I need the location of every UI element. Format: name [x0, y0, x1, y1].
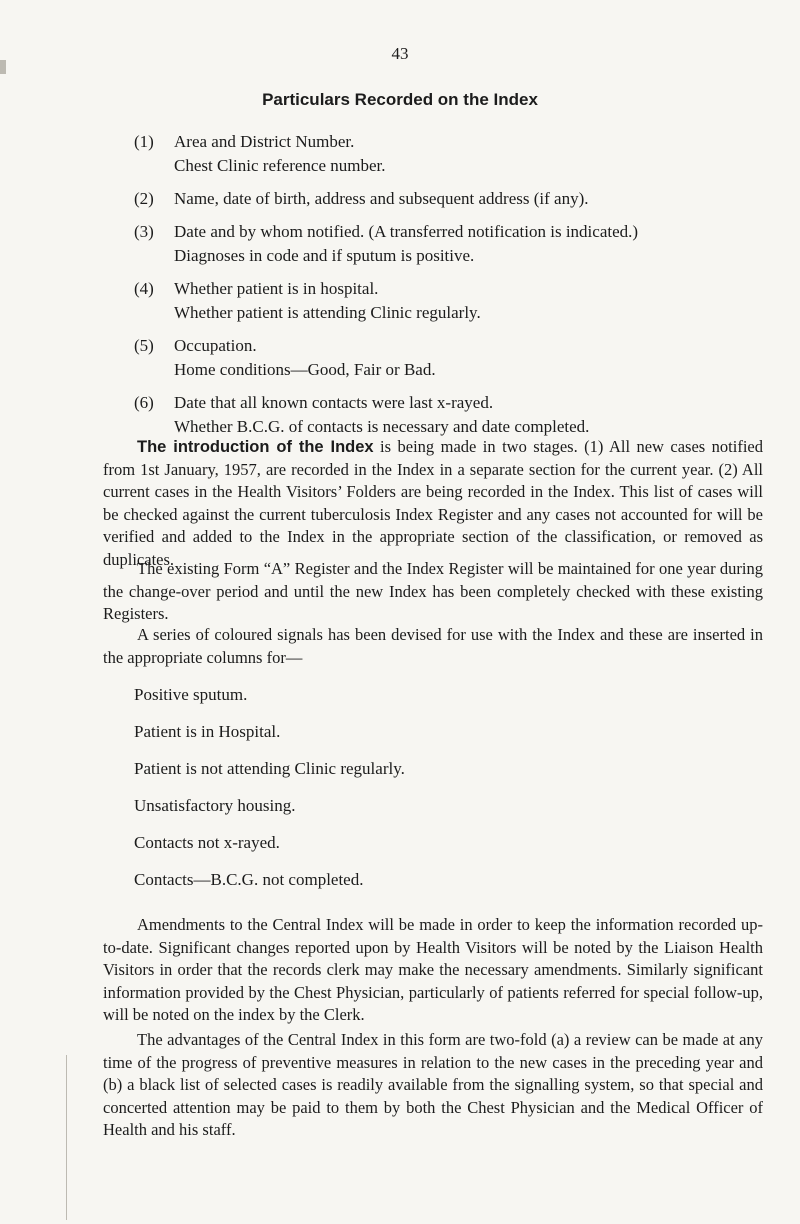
- page-number: 43: [391, 44, 409, 63]
- item-line: Whether patient is attending Clinic regularly.: [174, 303, 481, 322]
- page-heading: Particulars Recorded on the Index: [262, 90, 538, 109]
- list-item: [134, 130, 754, 178]
- signal-item: Unsatisfactory housing.: [134, 796, 296, 815]
- item-line: Whether B.C.G. of contacts is necessary and date completed.: [174, 417, 590, 436]
- introduction-lead: The introduction of the Index: [137, 438, 374, 456]
- list-item: [134, 220, 754, 268]
- signal-item: Positive sputum.: [134, 685, 248, 704]
- particulars-list: [134, 130, 754, 448]
- item-line: Area and District Number.: [174, 132, 355, 151]
- binding-shadow: [0, 60, 6, 74]
- list-item: [134, 334, 754, 382]
- signals-list: [134, 683, 734, 905]
- item-line: Date that all known contacts were last x-rayed.: [174, 393, 494, 412]
- item-number: (6): [134, 393, 154, 412]
- advantages-paragraph: The advantages of the Central Index in this form are two-fold (a) a review can be made at any time of the progress of preventive measures in relation to the new cases in the preceding year and (b) a black list of selected cases is readily available from the signalling system, so that special and concerted attention may be paid to them by both the Chest Physician and the Medical Officer of Health and his staff.: [103, 1030, 763, 1139]
- list-item: [134, 187, 754, 211]
- item-line: Diagnoses in code and if sputum is positive.: [174, 246, 475, 265]
- list-item: [134, 391, 754, 439]
- item-number: (1): [134, 132, 154, 151]
- item-line: Chest Clinic reference number.: [174, 156, 386, 175]
- list-item: [134, 277, 754, 325]
- amendments-paragraph: Amendments to the Central Index will be made in order to keep the information recorded up-to-date. Significant changes reported upon by Health Visitors will be noted by the Liaison Health Visitors in order that the records clerk may make the necessary amendments. Similarly significant information provided by the Chest Physician, particularly of patients referred for special follow-up, will be noted on the index by the Clerk.: [103, 915, 763, 1024]
- introduction-text: is being made in two stages. (1) All new cases notified from 1st January, 1957, are recorded in the Index in a separate section for the current year. (2) All current cases in the Health Visitors’ Folders are being recorded in the Index. This list of cases will be checked against the current tuberculosis Index Register and any cases not accounted for will be verified and added to the Index in the appropriate section of the classification, or removed as duplicates.: [103, 437, 763, 569]
- signal-item: Contacts not x-rayed.: [134, 833, 280, 852]
- item-line: Occupation.: [174, 336, 257, 355]
- signal-item: Patient is in Hospital.: [134, 722, 281, 741]
- item-line: Name, date of birth, address and subsequent address (if any).: [174, 189, 589, 208]
- signal-item: Patient is not attending Clinic regularly.: [134, 759, 405, 778]
- item-number: (5): [134, 336, 154, 355]
- existing-form-paragraph: The existing Form “A” Register and the Index Register will be maintained for one year during the change-over period and until the new Index has been completely checked with these existing Registers.: [103, 559, 763, 623]
- item-line: Date and by whom notified. (A transferred notification is indicated.): [174, 222, 639, 241]
- item-number: (3): [134, 222, 154, 241]
- binding-shadow: [66, 1055, 67, 1220]
- introduction-paragraph: [103, 436, 763, 571]
- signal-item: Contacts—B.C.G. not completed.: [134, 870, 364, 889]
- item-line: Whether patient is in hospital.: [174, 279, 379, 298]
- item-line: Home conditions—Good, Fair or Bad.: [174, 360, 436, 379]
- item-number: (2): [134, 189, 154, 208]
- signals-intro-paragraph: A series of coloured signals has been devised for use with the Index and these are inserted in the appropriate columns for—: [103, 625, 763, 667]
- item-number: (4): [134, 279, 154, 298]
